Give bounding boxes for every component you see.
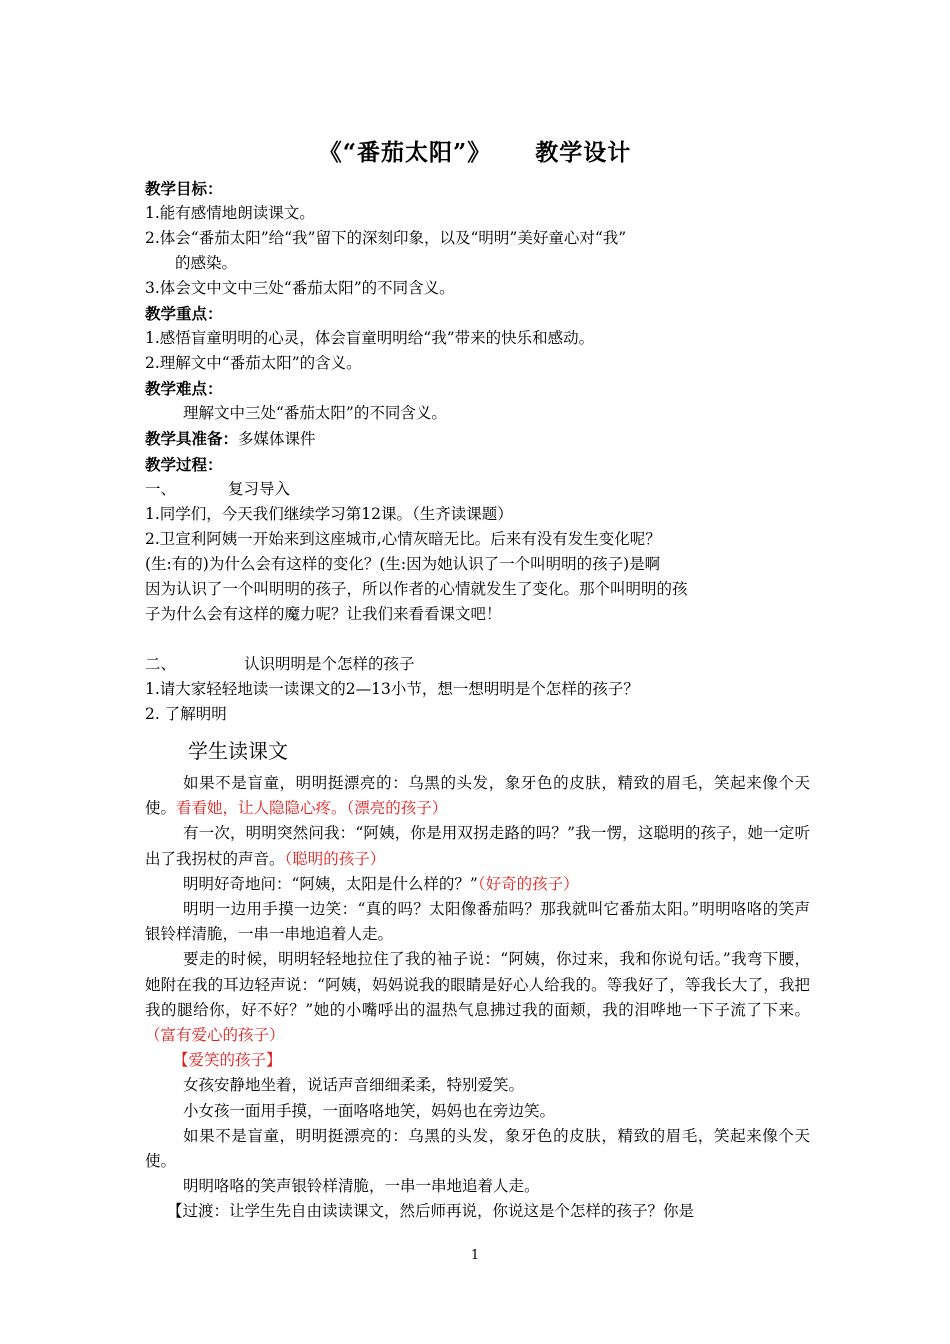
process-line: 2. 了解明明 — [145, 705, 227, 723]
section1-title: 复习导入 — [228, 480, 291, 498]
section2-number: 二、 — [145, 655, 177, 673]
transition-note: 【过渡：让学生先自由读读课文，然后师再说，你说这是个怎样的孩子？你是 — [167, 1202, 695, 1221]
process-line: 1.请大家轻轻地读一读课文的2—13小节，想一想明明是个怎样的孩子？ — [145, 680, 639, 698]
section1-number: 一、 — [145, 480, 177, 498]
objective-item: 的感染。 — [175, 254, 238, 272]
key-point-item: 1.感悟盲童明明的心灵，体会盲童明明给“我”带来的快乐和感动。 — [145, 329, 595, 347]
annotation-note: 看看她，让人隐隐心疼。（漂亮的孩子） — [176, 799, 448, 818]
title-main: 《“番茄太阳”》 — [318, 139, 492, 166]
key-point-item: 2.理解文中“番茄太阳”的含义。 — [145, 354, 362, 372]
paragraph-text: 要走的时候，明明轻轻地拉住了我的袖子说：“阿姨，你过来，我和你说句话。”我弯下腰，她附在我的耳边轻声说：“阿姨，妈妈说我的眼睛是好心人给我的。等我好了，等我长大了，我把我的腿给你，好不好？”她的小嘴呼出的温热气息拂过我的面颊，我的泪哗地一下子流了下来。 — [145, 950, 810, 1019]
difficulties-text: 理解文中三处“番茄太阳”的不同含义。 — [183, 404, 447, 422]
annotation-heading: 【爱笑的孩子】 — [173, 1051, 282, 1070]
key-points-heading: 教学重点： — [145, 304, 223, 323]
objective-item: 3.体会文中文中三处“番茄太阳”的不同含义。 — [145, 279, 455, 297]
page-title — [0, 134, 950, 167]
page-number: 1 — [470, 1248, 480, 1263]
passage-paragraph — [145, 947, 810, 1048]
blank-line — [145, 627, 810, 652]
process-line: 2.卫宣利阿姨一开始来到这座城市,心情灰暗无比。后来有没有发生变化呢？ — [145, 530, 661, 548]
annotation-note: （好奇的孩子） — [477, 874, 579, 893]
passage-paragraph: 女孩安静地坐着，说话声音细细柔柔，特别爱笑。 — [183, 1076, 525, 1095]
paragraph-text: 如果不是盲童，明明挺漂亮的：乌黑的头发，象牙色的皮肤，精致的眉毛，笑起来像个天使。 — [145, 774, 810, 818]
passage-paragraph — [145, 771, 810, 821]
objectives-section — [145, 176, 810, 727]
objectives-heading: 教学目标： — [145, 179, 223, 198]
objective-item: 1.能有感情地朗读课文。 — [145, 204, 315, 222]
passage-paragraph: 如果不是盲童，明明挺漂亮的：乌黑的头发，象牙色的皮肤，精致的眉毛，笑起来像个天使。 — [145, 1126, 810, 1171]
passage-paragraph: 小女孩一面用手摸，一面咯咯地笑，妈妈也在旁边笑。 — [183, 1101, 556, 1120]
process-line: 子为什么会有这样的魔力呢？让我们来看看课文吧！ — [145, 605, 502, 623]
title-suffix: 教学设计 — [535, 139, 632, 166]
passage-paragraph: 明明一边用手摸一边笑：“真的吗？太阳像番茄吗？那我就叫它番茄太阳。”明明咯咯的笑声银铃样清脆，一串一串地追着人走。 — [145, 900, 810, 944]
paragraph-text: 明明好奇地问：“阿姨，太阳是什么样的？” — [183, 874, 478, 893]
passage-paragraph — [145, 872, 810, 897]
process-line: 因为认识了一个叫明明的孩子，所以作者的心情就发生了变化。那个叫明明的孩 — [145, 580, 688, 598]
objective-item: 2.体会“番茄太阳”给“我”留下的深刻印象，以及“明明”美好童心对“我” — [145, 229, 627, 247]
section2-heading — [145, 652, 810, 677]
reading-passage — [145, 771, 810, 1225]
materials-heading: 教学具准备： — [145, 429, 239, 448]
process-heading: 教学过程： — [145, 455, 223, 474]
annotation-note: （富有爱心的孩子） — [145, 1026, 285, 1045]
difficulties-heading: 教学难点： — [145, 379, 223, 398]
section1-heading — [145, 477, 810, 502]
materials-text: 多媒体课件 — [238, 430, 316, 448]
reading-heading: 学生读课文 — [188, 739, 288, 763]
process-line: 1.同学们，今天我们继续学习第12课。（生齐读课题） — [145, 505, 513, 523]
materials-line — [145, 426, 810, 452]
section2-title: 认识明明是个怎样的孩子 — [244, 655, 415, 673]
passage-paragraph — [145, 821, 810, 871]
passage-paragraph: 明明咯咯的笑声银铃样清脆，一串一串地追着人走。 — [183, 1177, 540, 1196]
process-line: (生:有的)为什么会有这样的变化？(生:因为她认识了一个叫明明的孩子)是啊 — [145, 555, 661, 573]
paragraph-text: 有一次，明明突然问我：“阿姨，你是用双拐走路的吗？”我一愣，这聪明的孩子，她一定听出了我拐杖的声音。 — [145, 824, 810, 868]
annotation-note: （聪明的孩子） — [284, 849, 386, 868]
